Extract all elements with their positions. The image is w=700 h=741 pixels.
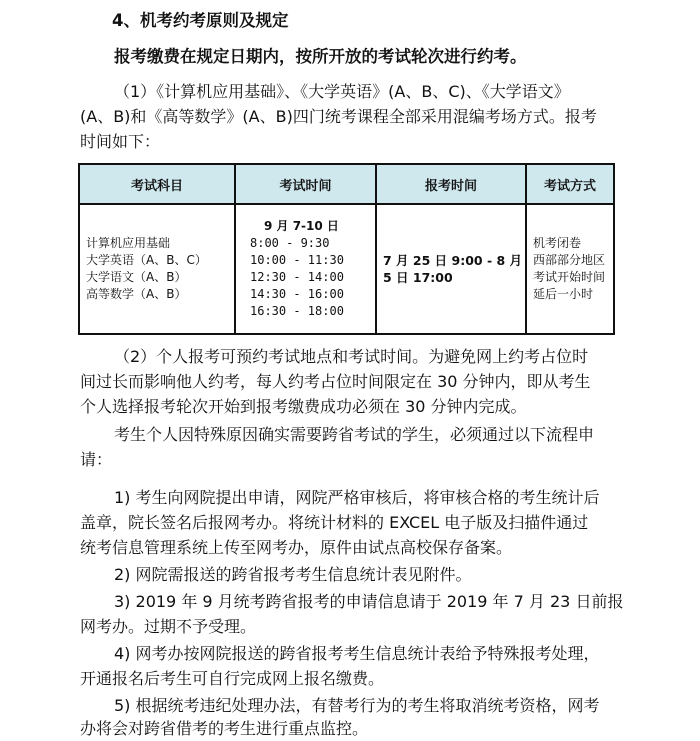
register-time-cell — [376, 204, 526, 334]
item1-line-3: 统考信息管理系统上传至网考办，原件由试点高校保存备案。 — [80, 538, 513, 557]
exam-slot: 12:30 - 14:00 — [250, 270, 344, 284]
exam-slot: 16:30 - 18:00 — [250, 304, 344, 318]
para2-line-1: （2）个人报考可预约考试地点和考试时间。为避免网上约考占位时 — [114, 347, 589, 366]
exam-schedule-table — [78, 163, 615, 335]
item4-line-1: 4) 网考办按网院报送的跨省报考考生信息统计表给予特殊报考处理， — [114, 644, 600, 663]
para2-line-3: 个人选择报考轮次开始到报考缴费成功必须在 30 分钟内完成。 — [80, 397, 527, 416]
item2-line-1: 2) 网院需报送的跨省报考考生信息统计表见附件。 — [114, 565, 472, 584]
para1-line-2: (A、B)和《高等数学》(A、B)四门统考课程全部采用混编考场方式。报考 — [80, 107, 597, 126]
subjects-cell — [79, 204, 235, 334]
para2-line-2: 间过长而影响他人约考，每人约考占位时间限定在 30 分钟内，即从考生 — [80, 372, 591, 391]
section-heading: 4、机考约考原则及规定 — [112, 11, 289, 30]
table-row — [79, 204, 614, 334]
header-exam-method: 考试方式 — [526, 164, 614, 204]
method-line: 延后一小时 — [533, 287, 594, 301]
register-time-line: 7 月 25 日 9:00 - 8 月 — [383, 253, 523, 268]
method-line: 考试开始时间 — [533, 270, 606, 284]
lead-sentence: 报考缴费在规定日期内，按所开放的考试轮次进行约考。 — [114, 47, 527, 66]
method-line: 机考闭卷 — [533, 236, 582, 250]
subject-item: 大学语文（A、B） — [86, 270, 187, 284]
item5-line-2: 办将会对跨省借考的考生进行重点监控。 — [80, 719, 369, 738]
item3-line-2: 网考办。过期不予受理。 — [80, 617, 257, 636]
para1-line-1: （1）《计算机应用基础》、《大学英语》(A、B、C)、《大学语文》 — [114, 82, 570, 101]
method-line: 西部部分地区 — [533, 253, 606, 267]
exam-times-cell — [235, 204, 376, 334]
exam-day: 9 月 7-10 日 — [264, 219, 339, 233]
exam-slot: 10:00 - 11:30 — [250, 253, 344, 267]
header-subject: 考试科目 — [79, 164, 235, 204]
register-time-line: 5 日 17:00 — [383, 270, 453, 285]
subject-item: 大学英语（A、B、C） — [86, 253, 207, 267]
para3-line-1: 考生个人因特殊原因确实需要跨省考试的学生，必须通过以下流程申 — [114, 425, 595, 444]
item5-line-1: 5) 根据统考违纪处理办法，有替考行为的考生将取消统考资格，网考 — [114, 696, 600, 715]
subject-item: 计算机应用基础 — [86, 236, 171, 250]
exam-slot: 14:30 - 16:00 — [250, 287, 344, 301]
item4-line-2: 开通报名后考生可自行完成网上报名缴费。 — [80, 669, 385, 688]
item3-line-1: 3) 2019 年 9 月统考跨省报考的申请信息请于 2019 年 7 月 23 日前报 — [114, 592, 624, 611]
table-header-row — [79, 164, 614, 204]
exam-slot: 8:00 - 9:30 — [250, 236, 330, 250]
para3-line-2: 请： — [80, 450, 113, 469]
header-exam-time: 考试时间 — [235, 164, 376, 204]
para1-line-3: 时间如下： — [80, 132, 161, 151]
item1-line-1: 1) 考生向网院提出申请，网院严格审核后，将审核合格的考生统计后 — [114, 488, 600, 507]
item1-line-2: 盖章，院长签名后报网考办。将统计材料的 EXCEL 电子版及扫描件通过 — [80, 513, 589, 532]
header-register-time: 报考时间 — [376, 164, 526, 204]
subject-item: 高等数学（A、B） — [86, 287, 187, 301]
exam-method-cell — [526, 204, 614, 334]
